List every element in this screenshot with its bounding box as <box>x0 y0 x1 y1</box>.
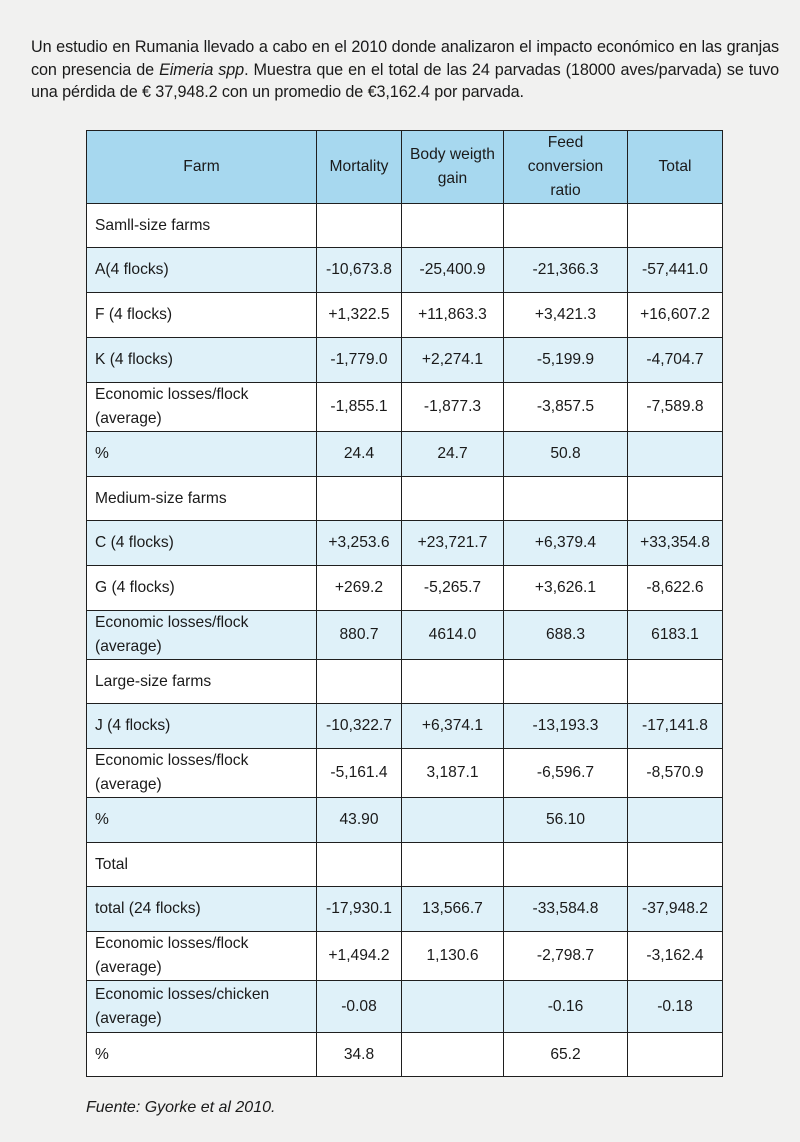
value-cell <box>628 1033 723 1077</box>
value-cell <box>628 798 723 843</box>
value-cell: -6,596.7 <box>504 749 628 798</box>
value-cell: +1,494.2 <box>317 932 402 981</box>
value-cell: 43.90 <box>317 798 402 843</box>
value-cell: 880.7 <box>317 611 402 660</box>
value-cell: -33,584.8 <box>504 887 628 932</box>
value-cell <box>402 981 504 1033</box>
value-cell: +2,274.1 <box>402 338 504 383</box>
value-cell: +3,626.1 <box>504 566 628 611</box>
intro-species: Eimeria spp <box>159 60 245 79</box>
value-cell: -13,193.3 <box>504 704 628 749</box>
value-cell: 24.4 <box>317 432 402 477</box>
header-body-weight-gain: Body weigth gain <box>402 131 504 204</box>
row-label-cell: % <box>87 1033 317 1077</box>
table-row <box>87 432 723 477</box>
table-row <box>87 611 723 660</box>
value-cell <box>402 843 504 887</box>
value-cell: 50.8 <box>504 432 628 477</box>
value-cell: 65.2 <box>504 1033 628 1077</box>
row-label-cell: C (4 flocks) <box>87 521 317 566</box>
value-cell: 688.3 <box>504 611 628 660</box>
value-cell <box>628 477 723 521</box>
value-cell <box>504 204 628 248</box>
section-row <box>87 477 723 521</box>
value-cell <box>504 477 628 521</box>
value-cell <box>317 843 402 887</box>
row-label-cell: Medium-size farms <box>87 477 317 521</box>
row-label-cell: Economic losses/flock (average) <box>87 611 317 660</box>
value-cell: 3,187.1 <box>402 749 504 798</box>
value-cell: -0.16 <box>504 981 628 1033</box>
table-row <box>87 248 723 293</box>
value-cell: 34.8 <box>317 1033 402 1077</box>
row-label-cell: total (24 flocks) <box>87 887 317 932</box>
table-row <box>87 932 723 981</box>
value-cell: 56.10 <box>504 798 628 843</box>
value-cell: -17,930.1 <box>317 887 402 932</box>
value-cell: 13,566.7 <box>402 887 504 932</box>
table-row <box>87 338 723 383</box>
section-row <box>87 843 723 887</box>
value-cell: +1,322.5 <box>317 293 402 338</box>
header-mortality: Mortality <box>317 131 402 204</box>
value-cell <box>402 204 504 248</box>
row-label-cell: J (4 flocks) <box>87 704 317 749</box>
table-row <box>87 981 723 1033</box>
table-row <box>87 293 723 338</box>
value-cell: -0.18 <box>628 981 723 1033</box>
value-cell: 6183.1 <box>628 611 723 660</box>
value-cell <box>504 843 628 887</box>
value-cell <box>317 660 402 704</box>
table-row <box>87 383 723 432</box>
table-row <box>87 704 723 749</box>
row-label-cell: % <box>87 798 317 843</box>
value-cell: -5,161.4 <box>317 749 402 798</box>
value-cell: -10,322.7 <box>317 704 402 749</box>
value-cell: +269.2 <box>317 566 402 611</box>
value-cell: -5,265.7 <box>402 566 504 611</box>
value-cell: -8,622.6 <box>628 566 723 611</box>
value-cell: -3,857.5 <box>504 383 628 432</box>
section-row <box>87 204 723 248</box>
value-cell: +33,354.8 <box>628 521 723 566</box>
value-cell: -5,199.9 <box>504 338 628 383</box>
row-label-cell: F (4 flocks) <box>87 293 317 338</box>
value-cell: -37,948.2 <box>628 887 723 932</box>
value-cell: +11,863.3 <box>402 293 504 338</box>
row-label-cell: Economic losses/flock (average) <box>87 383 317 432</box>
value-cell: +6,374.1 <box>402 704 504 749</box>
row-label-cell: Economic losses/flock (average) <box>87 932 317 981</box>
value-cell <box>628 660 723 704</box>
value-cell: -21,366.3 <box>504 248 628 293</box>
value-cell <box>628 432 723 477</box>
table-header-row <box>87 131 723 204</box>
value-cell <box>317 477 402 521</box>
row-label-cell: G (4 flocks) <box>87 566 317 611</box>
value-cell: +3,421.3 <box>504 293 628 338</box>
value-cell: -25,400.9 <box>402 248 504 293</box>
value-cell <box>628 204 723 248</box>
value-cell: 4614.0 <box>402 611 504 660</box>
value-cell <box>317 204 402 248</box>
value-cell <box>402 477 504 521</box>
table-row <box>87 566 723 611</box>
table-row <box>87 798 723 843</box>
economic-losses-table <box>86 130 723 1077</box>
row-label-cell: Total <box>87 843 317 887</box>
table-body <box>87 204 723 1077</box>
row-label-cell: % <box>87 432 317 477</box>
value-cell: -1,877.3 <box>402 383 504 432</box>
value-cell <box>402 660 504 704</box>
row-label-cell: A(4 flocks) <box>87 248 317 293</box>
value-cell: -57,441.0 <box>628 248 723 293</box>
intro-paragraph <box>31 36 779 104</box>
intro-text-after: . Muestra que en el total de las 24 parvadas (18000 aves/parvada) se tuvo una pérdida de € 37,948.2 con un promedio de €3,162.4 por parvada. <box>31 60 779 102</box>
value-cell <box>402 1033 504 1077</box>
value-cell: -4,704.7 <box>628 338 723 383</box>
value-cell: -1,855.1 <box>317 383 402 432</box>
table-row <box>87 1033 723 1077</box>
row-label-cell: Large-size farms <box>87 660 317 704</box>
value-cell: -8,570.9 <box>628 749 723 798</box>
value-cell: 1,130.6 <box>402 932 504 981</box>
table-row <box>87 521 723 566</box>
value-cell: +16,607.2 <box>628 293 723 338</box>
value-cell: -17,141.8 <box>628 704 723 749</box>
row-label-cell: Economic losses/chicken (average) <box>87 981 317 1033</box>
value-cell: -7,589.8 <box>628 383 723 432</box>
value-cell: -10,673.8 <box>317 248 402 293</box>
value-cell: -1,779.0 <box>317 338 402 383</box>
row-label-cell: Economic losses/flock (average) <box>87 749 317 798</box>
header-total: Total <box>628 131 723 204</box>
table-row <box>87 749 723 798</box>
value-cell: -2,798.7 <box>504 932 628 981</box>
value-cell: 24.7 <box>402 432 504 477</box>
section-row <box>87 660 723 704</box>
value-cell <box>402 798 504 843</box>
value-cell <box>628 843 723 887</box>
row-label-cell: Samll-size farms <box>87 204 317 248</box>
table-row <box>87 887 723 932</box>
value-cell: +23,721.7 <box>402 521 504 566</box>
value-cell: -3,162.4 <box>628 932 723 981</box>
source-citation: Fuente: Gyorke et al 2010. <box>86 1099 276 1116</box>
value-cell: +3,253.6 <box>317 521 402 566</box>
value-cell: -0.08 <box>317 981 402 1033</box>
row-label-cell: K (4 flocks) <box>87 338 317 383</box>
value-cell <box>504 660 628 704</box>
value-cell: +6,379.4 <box>504 521 628 566</box>
intro-text-before: Un estudio en Rumania llevado a cabo en el 2010 donde analizaron el impacto económico en las granjas con presencia de <box>31 38 779 79</box>
header-feed-conversion: Feed conversion ratio <box>504 131 628 204</box>
header-farm: Farm <box>87 131 317 204</box>
